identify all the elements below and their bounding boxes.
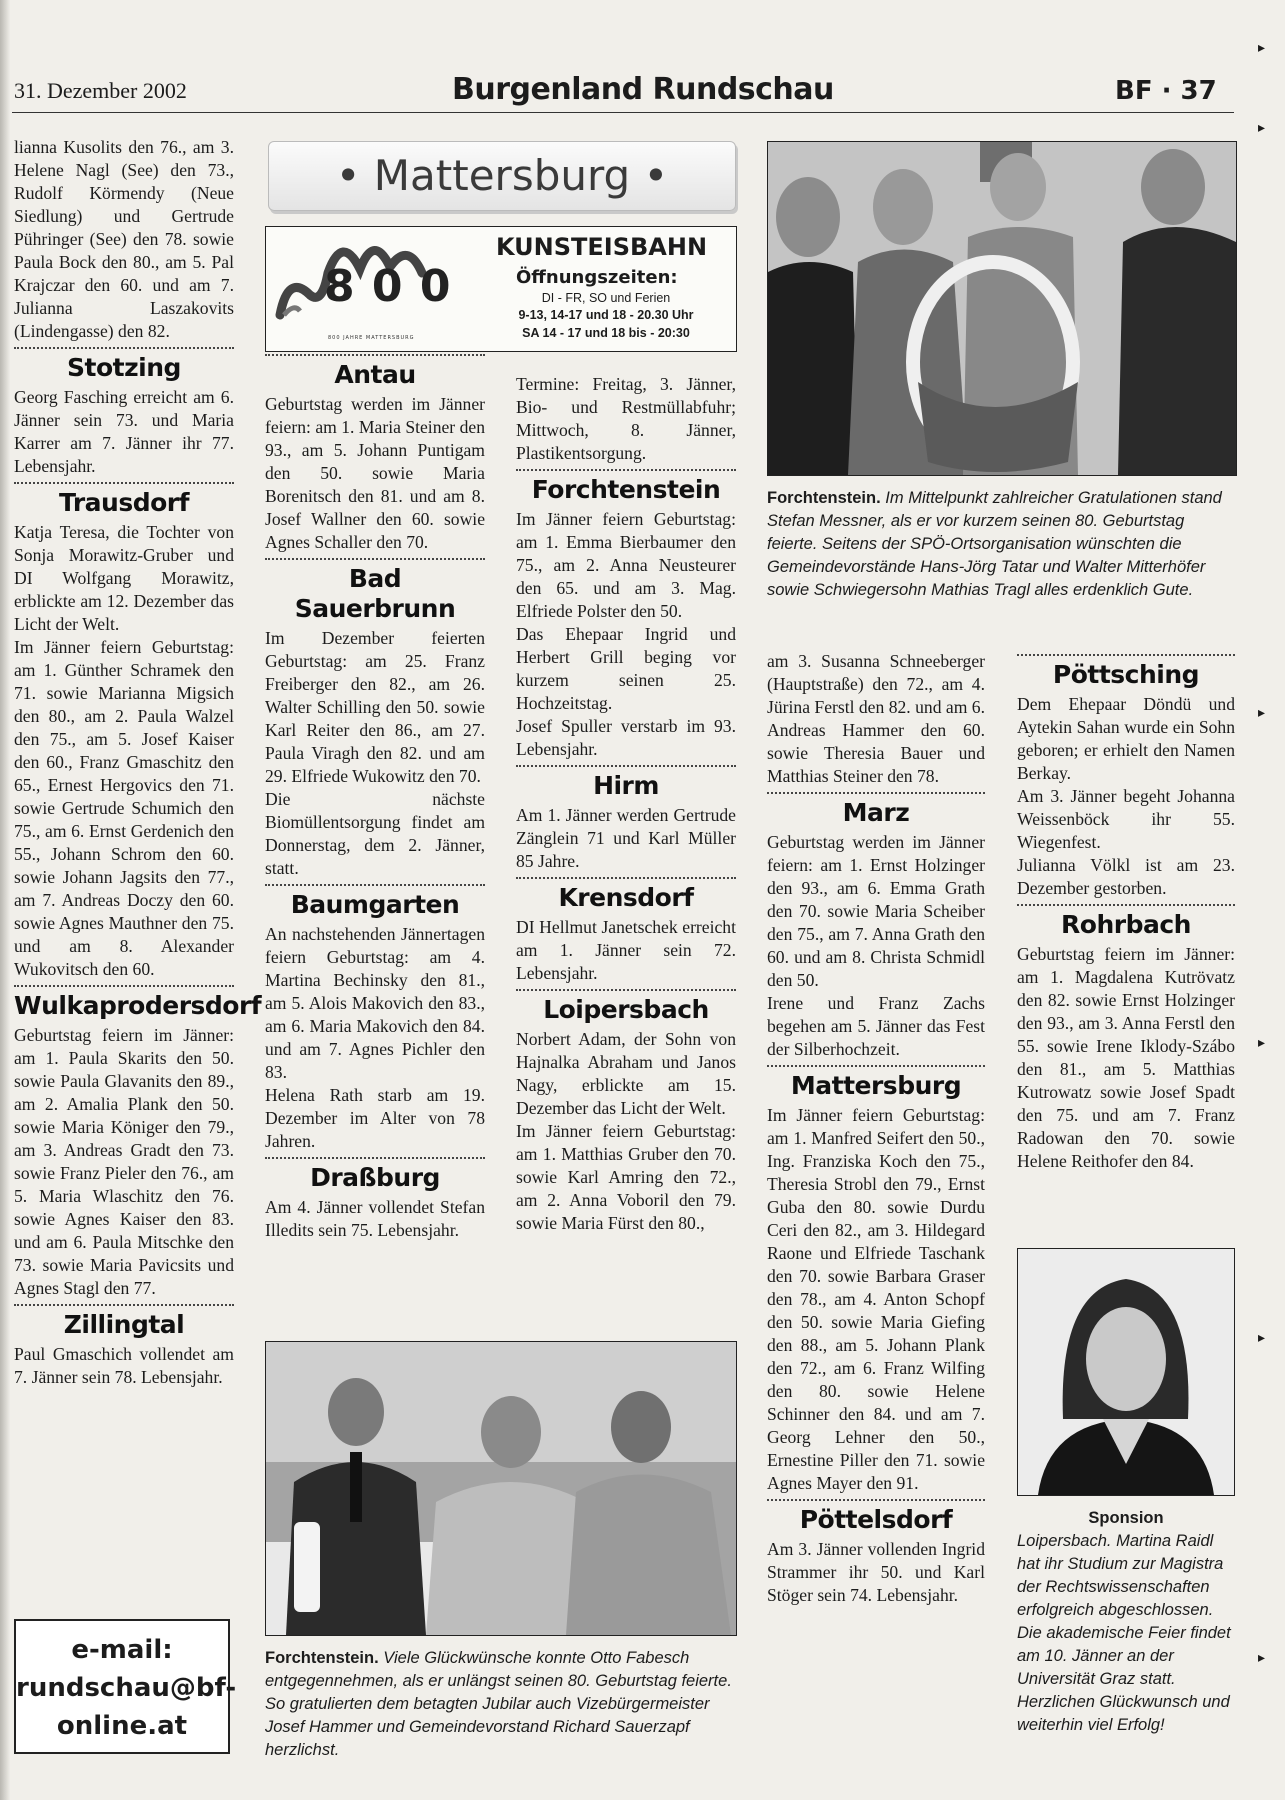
email-address-line1[interactable]: rundschau@bf- — [16, 1673, 237, 1703]
section-divider — [14, 482, 234, 484]
section-forchtenstein — [516, 469, 736, 505]
caption-text: Im Mittelpunkt zahlreicher Gratulationen stand Stefan Messner, als er vor kurzem seinen 80. Geburtstag feierte. Seitens der SPÖ-Ortsorganisation wünschten die Gemeindevorstände Hans-Jörg Tatar und Walter Mitterhöfer sowie Schwiegersohn Mathias Tragl alles erdenklich Gute. — [767, 489, 1222, 599]
section-text: Im Jänner feiern Geburtstag: am 1. Emma Bierbaumer den 75., am 2. Anna Neusteurer den 65. und am 3. Mag. Elfriede Polster den 50. Das Ehepaar Ingrid und Herbert Grill beging vor kurzem seinen 25. Hochzeitstag. Josef Spuller verstarb im 93. Lebensjahr. — [516, 509, 736, 759]
photo-three-men-icon — [266, 1342, 736, 1635]
section-rohrbach — [1017, 904, 1235, 940]
section-trausdorf — [14, 482, 234, 518]
section-divider — [265, 558, 485, 560]
section-text: Geburtstag werden im Jänner feiern: am 1. Maria Steiner den 93., am 5. Johann Puntigam den 50. sowie Maria Borenitsch den 81. und am 8. Josef Wallner den 60. sowie Agnes Schaller den 70. — [265, 394, 485, 552]
sponsion-text: Martina Raidl hat ihr Studium zur Magistra der Rechtswissenschaften erfolgreich abgeschlossen. Die akademische Feier findet am 10. Jänner an der Universität Graz statt. Herzlichen Glückwunsch und weiterhin viel Erfolg! — [1017, 1532, 1231, 1734]
ad-line-1: DI - FR, SO und Ferien — [541, 291, 671, 305]
section-wulkaprodersdorf — [14, 985, 262, 1021]
section-divider — [516, 469, 736, 471]
page-number: BF · 37 — [1115, 76, 1217, 106]
margin-mark-icon: ▸ — [1258, 1035, 1266, 1051]
ad-line-2: 9-13, 14-17 und 18 - 20.30 Uhr — [518, 308, 694, 322]
newspaper-title: Burgenland Rundschau — [452, 72, 834, 107]
email-box — [14, 1619, 237, 1754]
logo-number: 8 0 0 — [324, 261, 452, 312]
section-text: Am 1. Jänner werden Gertrude Zänglein 71 und Karl Müller 85 Jahre. — [516, 805, 736, 871]
section-divider — [516, 877, 736, 879]
section-text: Geburtstag werden im Jänner feiern: am 1. Ernst Holzinger den 93., am 6. Emma Grath den 70. sowie Maria Scheiber den 75., am 7. Anna Grath den 60. und am 8. Christa Schmidl den 50. Irene und Franz Zachs begehen am 5. Jänner das Fest der Silberhochzeit. — [767, 832, 985, 1059]
section-text: Im Jänner feiern Geburtstag: am 1. Manfred Seifert den 50., Ing. Franziska Koch den 75., Theresia Strobl den 79., Ernst Guba den 80. sowie Durdu Ceri den 82., am 3. Hildegard Raone und Elfriede Taschank den 70. sowie Barbara Graser den 78., am 4. Anton Schopf den 50. sowie Maria Giefing den 88., am 5. Johann Plank den 72., am 6. Franz Wilfing den 80. sowie Helene Schinner den 84. und am 7. Georg Lehner den 50., Ernestine Piller den 71. sowie Agnes Mayer den 91. — [767, 1105, 985, 1493]
margin-mark-icon: ▸ — [1258, 1330, 1266, 1346]
photo-stefan-messner — [767, 141, 1237, 476]
caption-place: Forchtenstein. — [265, 1649, 379, 1667]
col4-intro: am 3. Susanna Schneeberger (Hauptstraße) den 72., am 4. Jürina Ferstl den 82. und am 6. Andreas Hammer den 60. sowie Theresia Bauer und Matthias Steiner den 78. — [767, 651, 985, 786]
logo-small-text: 800 JAHRE MATTERSBURG — [328, 335, 415, 341]
scan-edge-shadow — [0, 0, 10, 1800]
section-divider — [767, 1065, 985, 1067]
section-divider — [767, 792, 985, 794]
section-divider — [1017, 904, 1235, 906]
section-baumgarten — [265, 884, 485, 920]
section-text: Paul Gmaschich vollendet am 7. Jänner sein 78. Lebensjahr. — [14, 1344, 234, 1387]
margin-mark-icon: ▸ — [1258, 120, 1266, 136]
section-divider — [14, 347, 234, 349]
section-divider — [767, 1499, 985, 1501]
section-title: Pöttsching — [1052, 660, 1200, 689]
section-text: Im Dezember feierten Geburtstag: am 25. Franz Freiberger den 82., am 26. Walter Schilling den 50. sowie Karl Reiter den 86., am 27. Paula Viragh den 82. und am 29. Elfriede Wukowitz den 70. Die nächste Biomüllentsorgung findet am Donnerstag, dem 2. Jänner, statt. — [265, 628, 485, 878]
section-text: Norbert Adam, der Sohn von Hajnalka Abraham und Janos Nagy, erblickte am 15. Dezember das Licht der Welt. Im Jänner feiern Geburtstag: am 1. Matthias Gruber den 70. sowie Karl Amring den 72., am 2. Anna Voboril den 79. sowie Maria Fürst den 80., — [516, 1029, 736, 1233]
section-divider — [265, 354, 485, 356]
kunsteisbahn-ad — [265, 226, 737, 352]
section-zillingtal — [14, 1304, 234, 1340]
margin-mark-icon: ▸ — [1258, 40, 1266, 56]
section-title: Bad Sauerbrunn — [294, 564, 456, 623]
section-title: Hirm — [593, 771, 659, 800]
caption-top-photo — [767, 487, 1237, 602]
column-3 — [516, 373, 736, 1235]
section-drassburg — [265, 1157, 485, 1193]
section-krensdorf — [516, 877, 736, 913]
section-divider — [14, 1304, 234, 1306]
section-title: Baumgarten — [290, 890, 460, 919]
ad-subheading: Öffnungszeiten: — [516, 267, 678, 288]
section-title: Wulkaprodersdorf — [14, 991, 262, 1020]
section-mattersburg — [767, 1065, 985, 1101]
column-2 — [265, 350, 485, 1242]
section-text: Katja Teresa, die Tochter von Sonja Morawitz-Gruber und DI Wolfgang Morawitz, erblickte am 12. Dezember das Licht der Welt. Im Jänner feiern Geburtstag: am 1. Günther Schramek den 71. sowie Marianna Migsich den 80., am 2. Paula Walzel den 75., am 5. Josef Kaiser den 60., Franz Gmaschitz den 65., Ernest Hergovics den 71. sowie Gertrude Schumich den 75., am 6. Ernst Gerdenich den 55., Johann Schrom den 60. sowie Johann Jagsits den 77., am 7. Andreas Doczy den 60. sowie Agnes Mauthner den 75. und am 8. Alexander Wukovitsch den 60. — [14, 522, 234, 979]
section-title: Pöttelsdorf — [799, 1505, 953, 1534]
section-divider — [1017, 654, 1235, 656]
sponsion-heading: Sponsion — [1088, 1509, 1164, 1527]
section-text: Am 3. Jänner vollenden Ingrid Strammer ihr 50. und Karl Stöger sein 74. Lebensjahr. — [767, 1539, 985, 1605]
section-title: Zillingtal — [63, 1310, 185, 1339]
section-title: Antau — [334, 360, 416, 389]
column-5 — [1017, 650, 1235, 1173]
section-text: An nachstehenden Jännertagen feiern Geburtstag: am 4. Martina Bechinsky den 81., am 5. Alois Makovich den 83., am 6. Maria Makovich den 84. und am 7. Agnes Pichler den 83. Helena Rath starb am 19. Dezember im Alter von 78 Jahren. — [265, 924, 485, 1151]
section-hirm — [516, 765, 736, 801]
header-rule — [12, 112, 1234, 113]
photo-martina-raidl — [1017, 1248, 1235, 1496]
section-title: Forchtenstein — [531, 475, 721, 504]
email-label: e-mail: — [71, 1635, 173, 1665]
section-title: Rohrbach — [1061, 910, 1191, 939]
col1-intro: lianna Kusolits den 76., am 3. Helene Nagl (See) den 73., Rudolf Körmendy (Neue Siedlung) und Gertrude Pühringer (See) den 78. sowie Paula Bock den 80., am 5. Pal Krajczar den 60. und am 7. Julianna Laszakovits (Lindengasse) den 82. — [14, 137, 234, 341]
email-address-line2[interactable]: online.at — [56, 1711, 188, 1741]
section-poettelsdorf — [767, 1499, 985, 1535]
caption-sponsion — [1017, 1507, 1235, 1737]
section-divider — [14, 985, 234, 987]
section-bad-sauerbrunn — [265, 558, 485, 624]
ad-heading: KUNSTEISBAHN — [496, 233, 708, 261]
section-text: Geburtstag feiern im Jänner: am 1. Magdalena Kutrövatz den 82. sowie Ernst Holzinger den 93., am 3. Anna Ferstl den 55. sowie Irene Iklody-Szábo den 81., am 5. Matthias Kutrowatz sowie Josef Spadt den 75. und am 7. Franz Radowan den 70. sowie Helene Reithofer den 84. — [1017, 944, 1235, 1171]
mattersburg-banner — [268, 141, 736, 211]
section-text: Am 4. Jänner vollendet Stefan Illedits sein 75. Lebensjahr. — [265, 1197, 485, 1240]
section-poettsching — [1017, 654, 1235, 690]
photo-otto-fabesch — [265, 1341, 737, 1636]
ad-line-3: SA 14 - 17 und 18 bis - 20:30 — [522, 326, 690, 340]
section-divider — [265, 1157, 485, 1159]
section-text: DI Hellmut Janetschek erreicht am 1. Jänner sein 72. Lebensjahr. — [516, 917, 736, 983]
section-title: Trausdorf — [59, 488, 189, 517]
section-marz — [767, 792, 985, 828]
section-loipersbach — [516, 989, 736, 1025]
caption-bottom-photo — [265, 1647, 737, 1762]
column-4 — [767, 650, 985, 1607]
caption-text: Viele Glückwünsche konnte Otto Fabesch entgegennehmen, als er unlängst seinen 80. Geburtstag feierte. So gratulierten dem betagten Jubilar auch Vizebürgermeister Josef Hammer und Gemeindevorstand Richard Sauerzapf herzlichst. — [265, 1649, 732, 1759]
caption-place: Forchtenstein. — [767, 489, 881, 507]
section-divider — [265, 884, 485, 886]
section-text: Georg Fasching erreicht am 6. Jänner sein 73. und Maria Karrer am 7. Jänner ihr 77. Lebensjahr. — [14, 387, 234, 476]
section-title: Krensdorf — [558, 883, 694, 912]
section-text: Geburtstag feiern im Jänner: am 1. Paula Skarits den 50. sowie Paula Glavanits den 89., am 2. Amalia Plank den 50. sowie Maria Königer den 79., am 3. Andreas Gradt den 73. sowie Franz Pieler den 76., am 5. Maria Wlaschitz den 76. sowie Agnes Kaiser den 83. und am 6. Paula Mitschke den 73. sowie Maria Pavicsits und Agnes Stagl den 77. — [14, 1025, 234, 1298]
section-stotzing — [14, 347, 234, 383]
section-title: Draßburg — [310, 1163, 440, 1192]
section-title: Stotzing — [67, 353, 181, 382]
section-divider — [516, 989, 736, 991]
issue-date: 31. Dezember 2002 — [14, 78, 187, 103]
photo-group-with-basket-icon — [768, 142, 1236, 475]
section-antau — [265, 354, 485, 390]
margin-mark-icon: ▸ — [1258, 1650, 1266, 1666]
column-1 — [14, 136, 262, 1389]
banner-title: • Mattersburg • — [335, 151, 669, 200]
section-divider — [516, 765, 736, 767]
photo-woman-portrait-icon — [1018, 1249, 1234, 1495]
sponsion-place: Loipersbach. — [1017, 1532, 1112, 1550]
section-title: Mattersburg — [790, 1071, 962, 1100]
col3-intro: Termine: Freitag, 3. Jänner, Bio- und Restmüllabfuhr; Mittwoch, 8. Jänner, Plastikentsorgung. — [516, 374, 736, 463]
section-title: Loipersbach — [543, 995, 709, 1024]
section-title: Marz — [842, 798, 910, 827]
margin-mark-icon: ▸ — [1258, 705, 1266, 721]
section-text: Dem Ehepaar Döndü und Aytekin Sahan wurde ein Sohn geboren; er erhielt den Namen Berkay. Am 3. Jänner begeht Johanna Weissenböck ihr 55. Wiegenfest. Julianna Völkl ist am 23. Dezember gestorben. — [1017, 694, 1235, 898]
